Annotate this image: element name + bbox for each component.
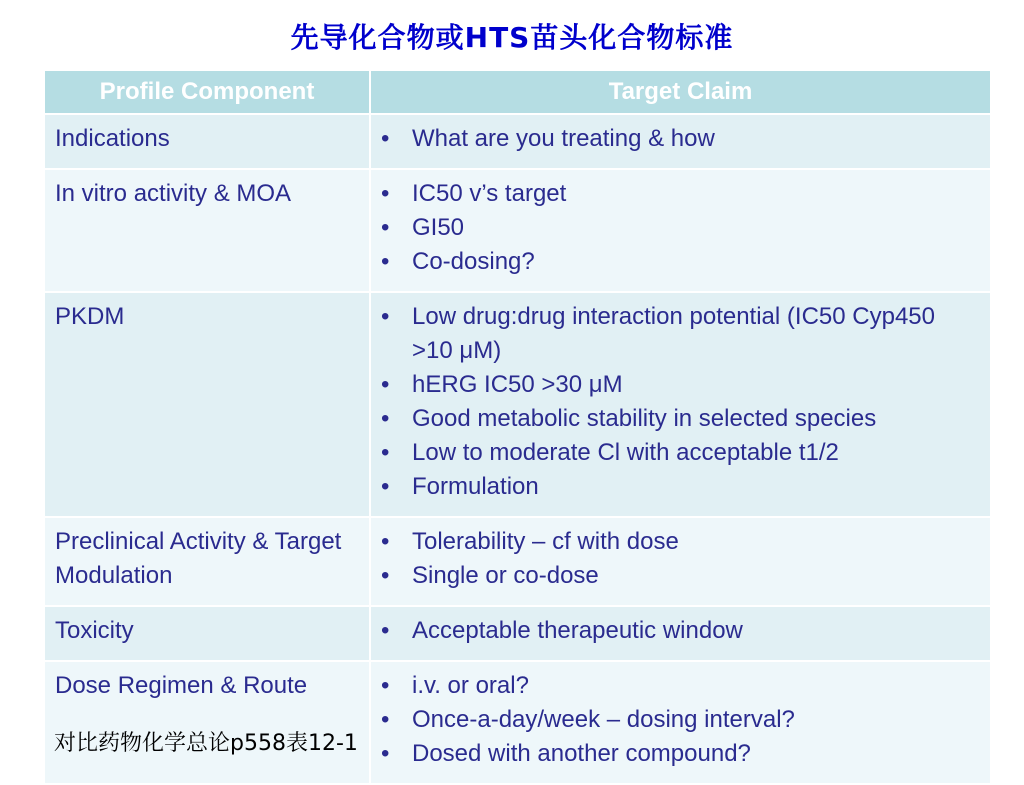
bullet-icon: • (381, 371, 390, 398)
bullet-icon: • (381, 528, 390, 555)
list-item (381, 122, 980, 156)
list-item (381, 211, 980, 245)
list-item (381, 402, 980, 436)
table-header-row (44, 70, 991, 114)
profile-component-cell: Preclinical Activity & Target Modulation (44, 517, 370, 606)
claim-text: IC50 v’s target (412, 180, 567, 207)
claim-text: Formulation (412, 473, 539, 500)
claim-list (381, 300, 980, 504)
target-claim-cell (370, 169, 991, 292)
claim-text: Good metabolic stability in selected species (412, 405, 877, 432)
column-header-profile-component: Profile Component (44, 70, 370, 114)
list-item (381, 669, 980, 703)
target-claim-cell (370, 292, 991, 517)
column-header-target-claim: Target Claim (370, 70, 991, 114)
claim-text: Acceptable therapeutic window (412, 617, 743, 644)
bullet-icon: • (381, 473, 390, 500)
bullet-icon: • (381, 125, 390, 152)
bullet-icon: • (381, 439, 390, 466)
target-claim-cell (370, 114, 991, 169)
bullet-icon: • (381, 248, 390, 275)
list-item (381, 703, 980, 737)
list-item (381, 300, 980, 368)
bullet-icon: • (381, 405, 390, 432)
claim-list (381, 525, 980, 593)
claim-list (381, 177, 980, 279)
claim-list (381, 614, 980, 648)
claim-text: Dosed with another compound? (412, 740, 751, 767)
claim-text: GI50 (412, 214, 465, 241)
claim-list (381, 122, 980, 156)
bullet-icon: • (381, 180, 390, 207)
list-item (381, 525, 980, 559)
table-row (44, 114, 991, 169)
claim-list (381, 669, 980, 771)
target-claim-cell (370, 661, 991, 784)
list-item (381, 177, 980, 211)
claim-text: Low drug:drug interaction potential (IC50 Cyp450 >10 μM) (412, 303, 935, 364)
claim-text: What are you treating & how (412, 125, 715, 152)
profile-component-cell: In vitro activity & MOA (44, 169, 370, 292)
claim-text: Once-a-day/week – dosing interval? (412, 706, 795, 733)
claim-text: Tolerability – cf with dose (412, 528, 679, 555)
target-claim-cell (370, 606, 991, 661)
source-caption: 对比药物化学总论p558表12-1 (54, 731, 358, 756)
list-item (381, 245, 980, 279)
bullet-icon: • (381, 672, 390, 699)
table-row (44, 517, 991, 606)
target-profile-table (43, 69, 992, 785)
bullet-icon: • (381, 214, 390, 241)
claim-text: Co-dosing? (412, 248, 535, 275)
list-item (381, 737, 980, 771)
list-item (381, 368, 980, 402)
list-item (381, 559, 980, 593)
bullet-icon: • (381, 740, 390, 767)
profile-component-cell: Dose Regimen & Route (44, 661, 370, 784)
bullet-icon: • (381, 706, 390, 733)
table-row (44, 292, 991, 517)
table-row (44, 169, 991, 292)
table-row (44, 606, 991, 661)
profile-component-cell: Indications (44, 114, 370, 169)
bullet-icon: • (381, 617, 390, 644)
page-title: 先导化合物或HTS苗头化合物标准 (290, 21, 734, 54)
profile-component-cell: Toxicity (44, 606, 370, 661)
claim-text: hERG IC50 >30 μM (412, 371, 623, 398)
profile-component-cell: PKDM (44, 292, 370, 517)
target-claim-cell (370, 517, 991, 606)
claim-text: Single or co-dose (412, 562, 599, 589)
bullet-icon: • (381, 303, 390, 330)
list-item (381, 614, 980, 648)
claim-text: i.v. or oral? (412, 672, 529, 699)
bullet-icon: • (381, 562, 390, 589)
list-item (381, 470, 980, 504)
claim-text: Low to moderate Cl with acceptable t1/2 (412, 439, 839, 466)
list-item (381, 436, 980, 470)
table-row (44, 661, 991, 784)
